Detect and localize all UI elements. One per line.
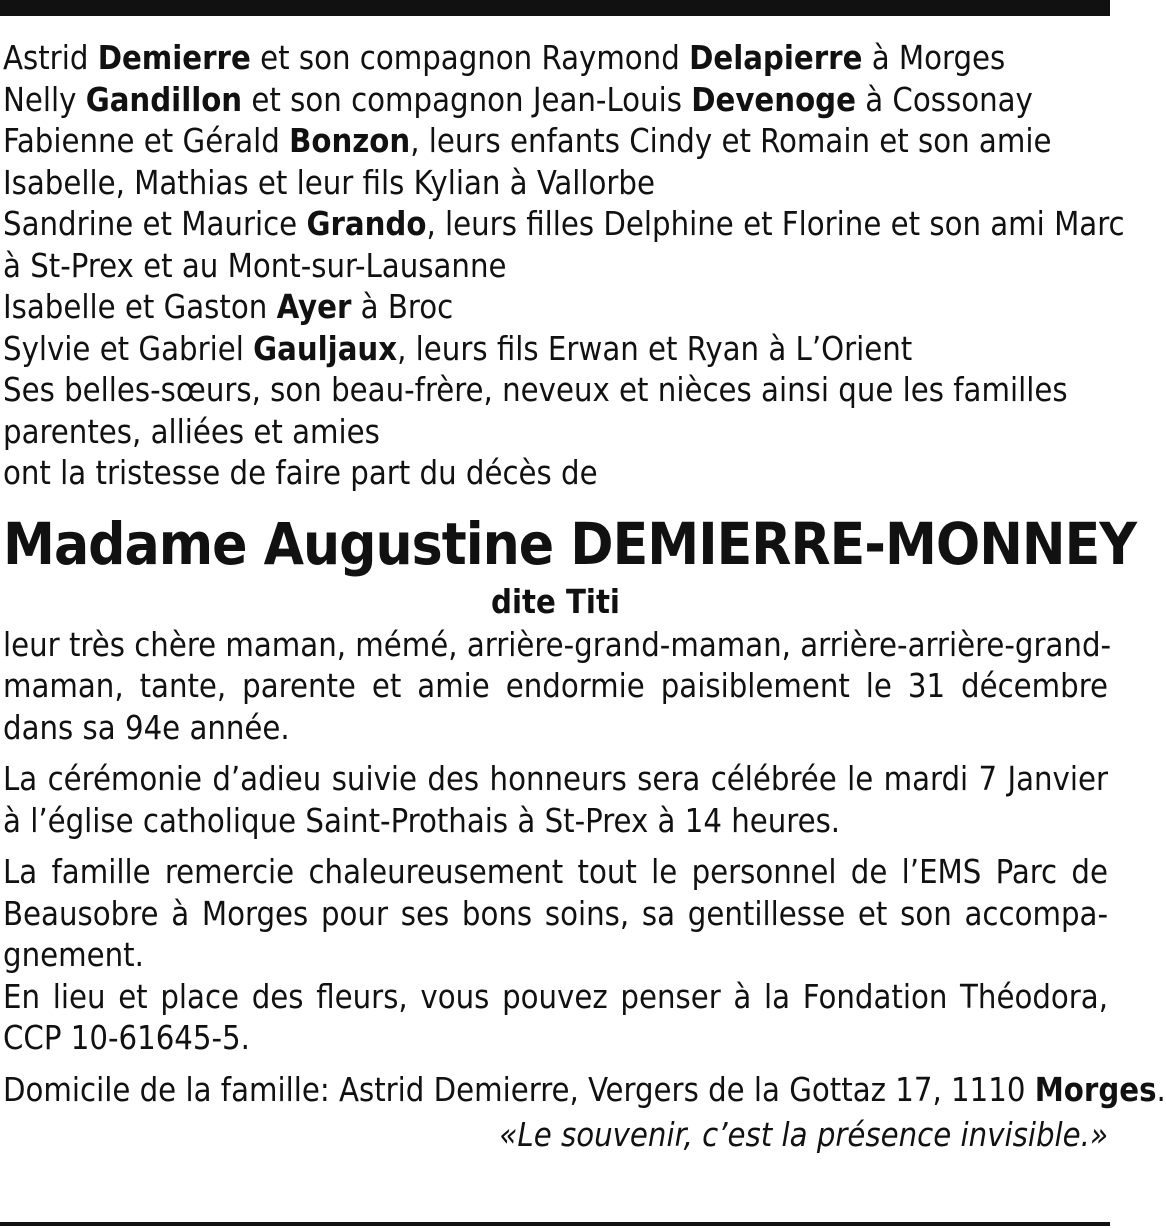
family-text: , leurs enfants Cindy et Romain et son amie	[410, 122, 1052, 160]
family-surname: Gandillon	[85, 80, 243, 119]
family-line	[3, 163, 1108, 205]
body-line: CCP 10-61645-5.	[3, 1019, 250, 1057]
family-line	[3, 453, 1108, 495]
family-surname: Demierre	[97, 39, 251, 77]
family-surname: Delapierre	[689, 39, 863, 77]
paragraph-gap	[3, 749, 1108, 759]
family-list	[3, 38, 1125, 495]
body-line: La famille remercie chaleureusement tout le personnel de l’EMS Parc de	[3, 853, 1108, 891]
family-line	[3, 412, 1108, 454]
family-text: à Cossonay	[855, 80, 1033, 119]
family-text: Sylvie et Gabriel	[3, 329, 254, 368]
family-line	[3, 246, 1108, 288]
family-text: à St-Prex et au Mont-sur-Lausanne	[3, 246, 507, 285]
family-text: et son compagnon Raymond	[250, 39, 690, 77]
domicile-city: Morges	[1034, 1070, 1157, 1109]
family-line	[3, 204, 1125, 246]
body-line: La cérémonie d’adieu suivie des honneurs sera célébrée le mardi 7 Janvier	[3, 760, 1108, 798]
obituary-notice	[3, 38, 1166, 1157]
top-rule	[0, 0, 1110, 16]
family-text: Ses belles-sœurs, son beau-frère, neveux et nièces ainsi que les familles	[3, 371, 1068, 409]
family-text: Isabelle et Gaston	[3, 288, 277, 326]
family-text: Astrid	[3, 39, 98, 77]
body-line: leur très chère maman, mémé, arrière-grand-maman, arrière-arrière-grand-	[3, 625, 1112, 664]
body-line: dans sa 94e année.	[3, 708, 290, 747]
family-line	[3, 370, 1108, 412]
family-text: , leurs filles Delphine et Florine et son ami Marc	[426, 205, 1125, 243]
family-text: et son compagnon Jean-Louis	[242, 80, 692, 119]
family-domicile	[3, 1070, 1166, 1112]
notice-body	[3, 625, 1112, 1070]
domicile-text: Domicile de la famille: Astrid Demierre, Vergers de la Gottaz 17, 1110	[3, 1070, 1035, 1109]
family-text: Isabelle, Mathias et leur fils Kylian à Vallorbe	[3, 163, 655, 202]
paragraph-gap	[3, 842, 1108, 852]
family-line	[3, 287, 1108, 329]
family-text: Fabienne et Gérald	[3, 122, 290, 160]
family-surname: Grando	[306, 205, 427, 243]
bottom-rule	[0, 1222, 1110, 1226]
body-line: Beausobre à Morges pour ses bons soins, sa gentillesse et son accompa-	[3, 894, 1108, 933]
family-line	[3, 329, 1108, 371]
family-line	[3, 38, 1108, 80]
family-text: à Broc	[351, 288, 454, 326]
family-line	[3, 121, 1108, 163]
domicile-suffix: .	[1156, 1070, 1166, 1109]
body-line: maman, tante, parente et amie endormie paisiblement le 31 décembre	[3, 667, 1108, 705]
closing-quote: «Le souvenir, c’est la présence invisible.»	[499, 1116, 1108, 1154]
family-text: Sandrine et Maurice	[3, 205, 307, 243]
family-text: ont la tristesse de faire part du décès de	[3, 454, 598, 492]
family-text: parentes, alliées et amies	[3, 412, 380, 451]
deceased-name: Madame Augustine DEMIERRE-MONNEY	[3, 509, 1137, 578]
paragraph-gap	[3, 1060, 1108, 1070]
family-surname: Bonzon	[289, 122, 411, 160]
body-line: En lieu et place des fleurs, vous pouvez penser à la Fondation Théodora,	[3, 977, 1108, 1016]
body-line: à l’église catholique Saint-Prothais à St-Prex à 14 heures.	[3, 801, 841, 840]
family-text: Nelly	[3, 80, 86, 119]
family-text: à Morges	[862, 39, 1006, 77]
body-line: gnement.	[3, 936, 144, 974]
family-line	[3, 80, 1108, 122]
family-surname: Ayer	[276, 288, 352, 326]
family-text: , leurs fils Erwan et Ryan à L’Orient	[397, 329, 913, 368]
family-surname: Devenoge	[691, 80, 856, 119]
family-surname: Gauljaux	[253, 329, 398, 368]
deceased-alias: dite Titi	[491, 582, 620, 621]
